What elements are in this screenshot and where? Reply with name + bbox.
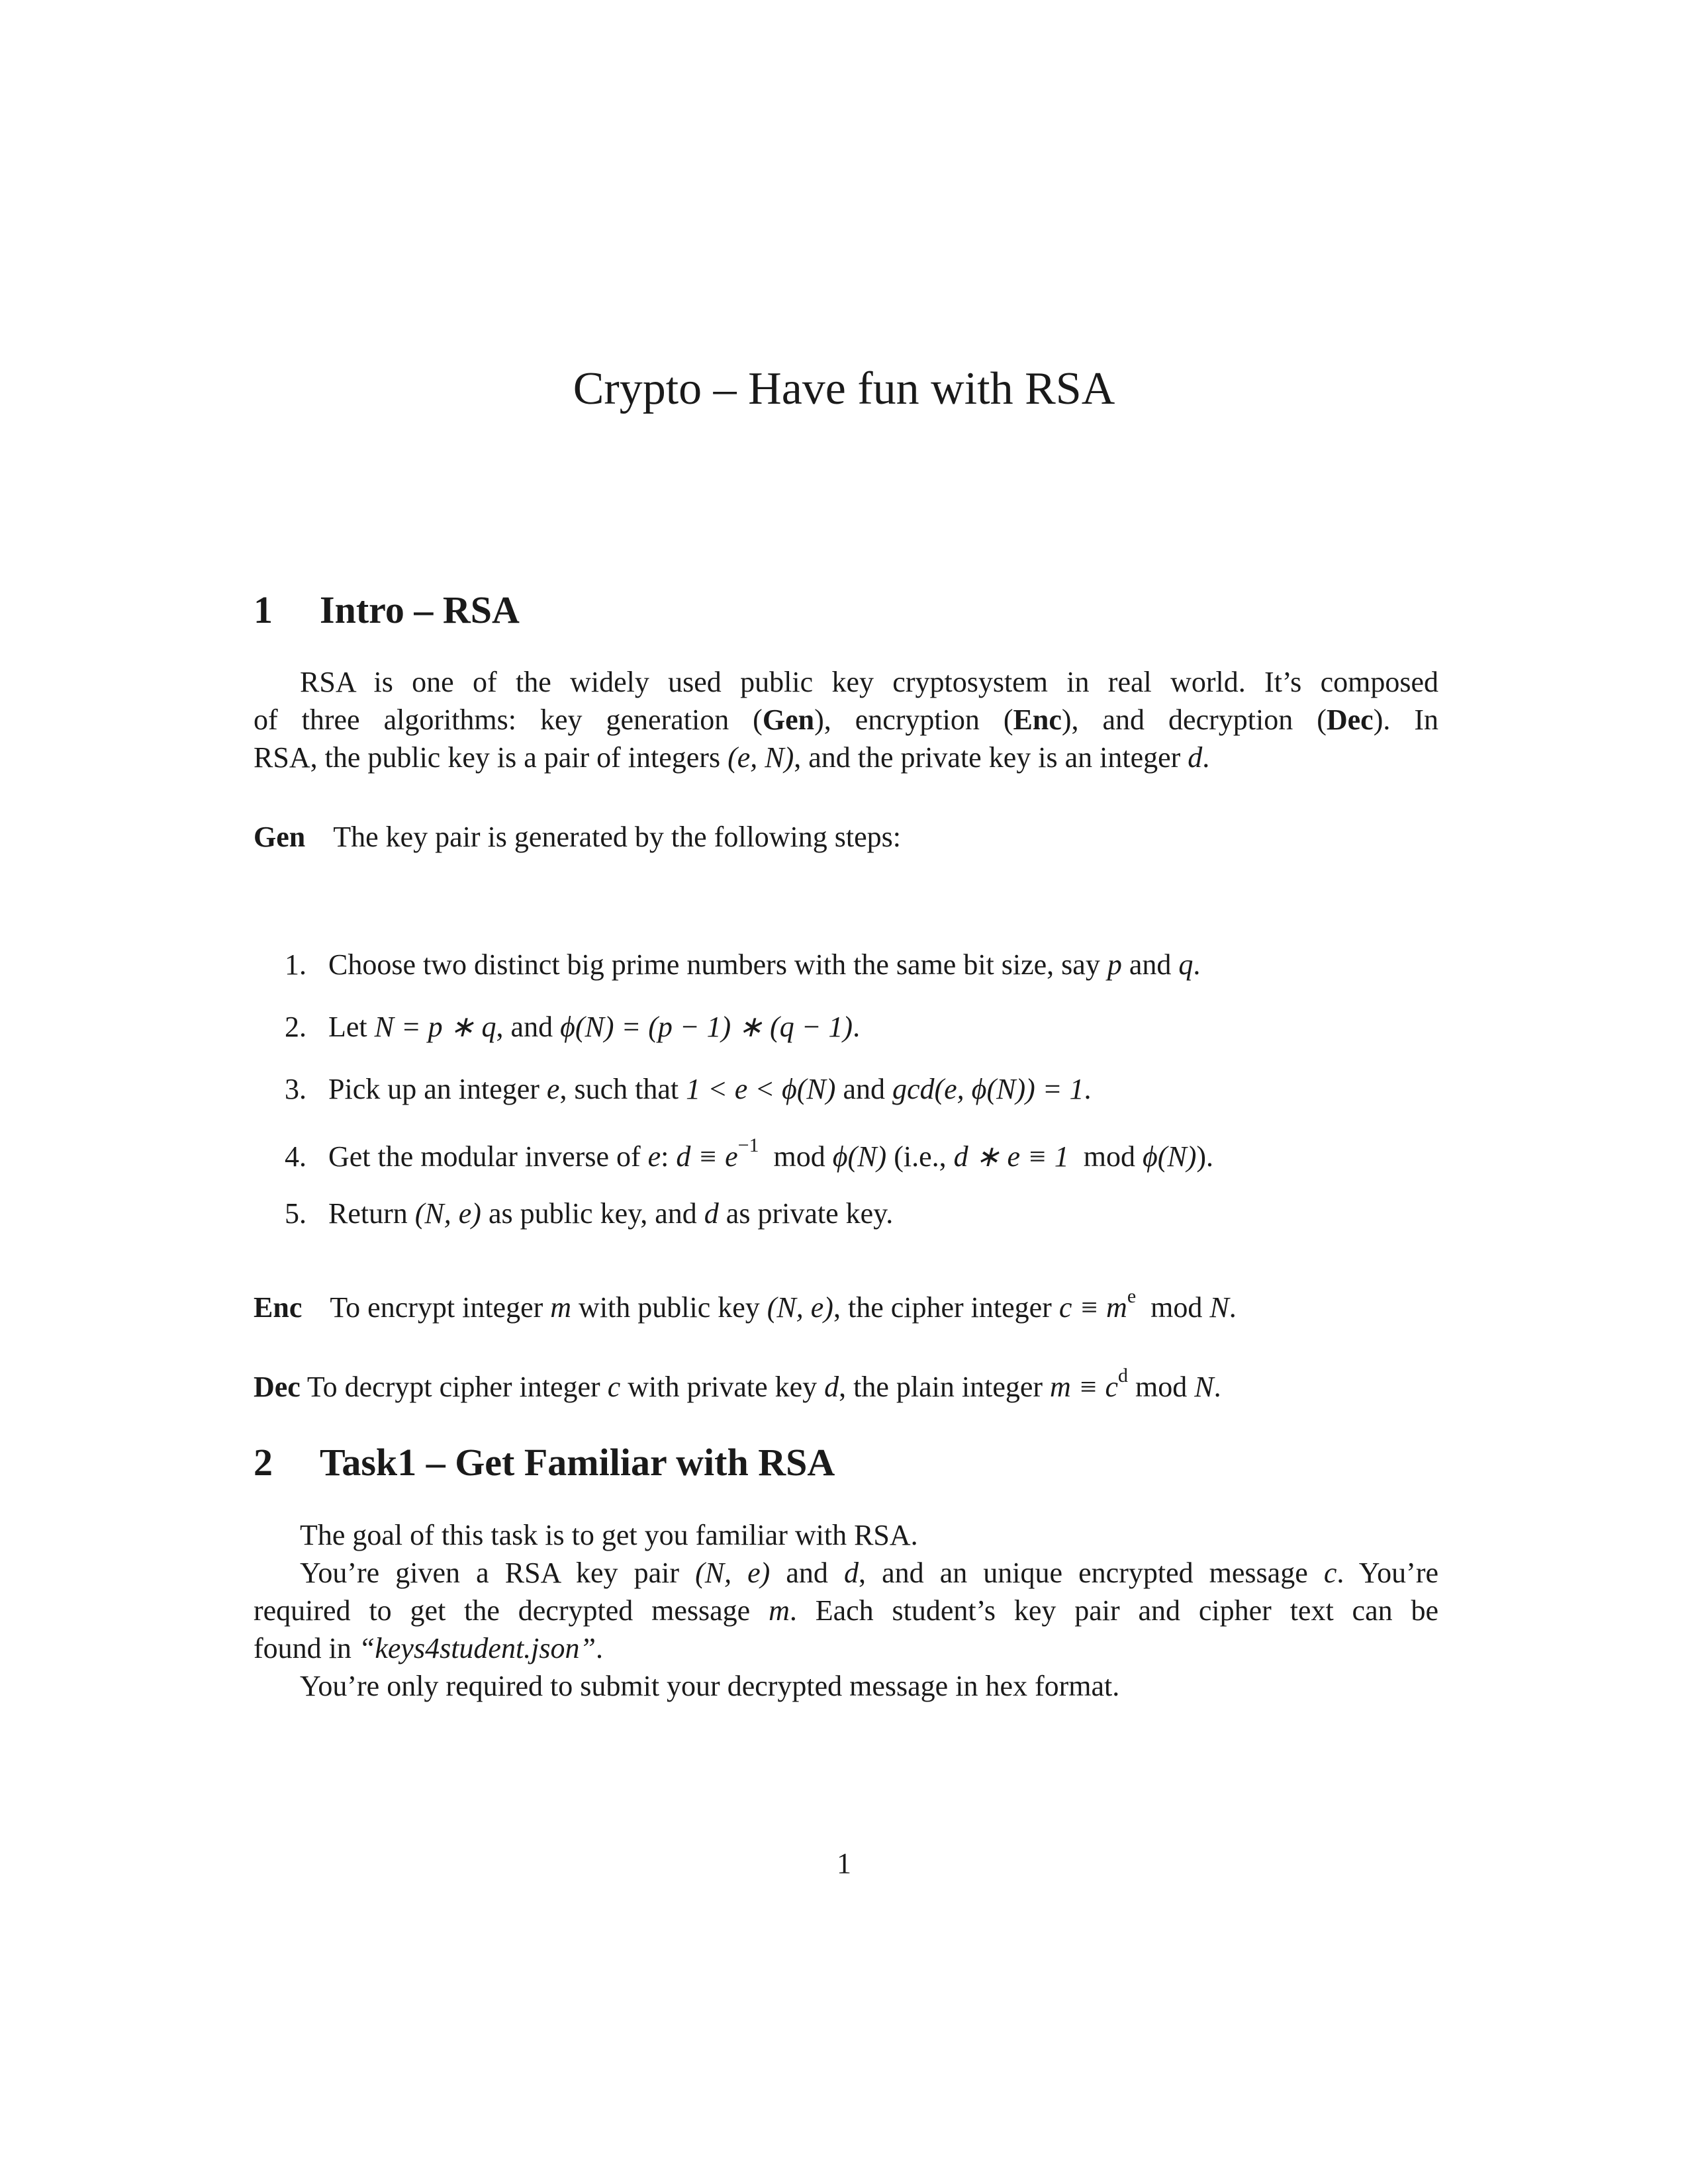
page-number: 1 (837, 1847, 851, 1880)
intro-line-1: RSA is one of the widely used public key cryptosystem in real world. It’s composed (300, 666, 1438, 698)
gen-label: Gen (254, 821, 306, 853)
gen-text: The key pair is generated by the following steps: (333, 821, 901, 853)
dec-term: Dec (1326, 704, 1374, 736)
list-item: 2. Let N = p ∗ q, and ϕ(N) = (p − 1) ∗ (q − 1). (285, 1011, 861, 1043)
task1-line-2: You’re given a RSA key pair (N, e) and d, and an unique encrypted message c. You’re (300, 1557, 1439, 1589)
section-title: Task1 – Get Familiar with RSA (320, 1441, 835, 1484)
enc-paragraph: Enc To encrypt integer m with public key (N, e), the cipher integer $c \equiv m^e$ mod N. (254, 1285, 1237, 1324)
list-item: 3. Pick up an integer e, such that 1 < e < ϕ(N) and gcd(e, ϕ(N)) = 1. (285, 1073, 1092, 1105)
dec-paragraph: Dec To decrypt cipher integer c with private key d, the plain integer $m \equiv c^d$ mod N. (254, 1365, 1221, 1403)
section-number: 2 (254, 1441, 273, 1484)
list-item: 5. Return (N, e) as public key, and d as private key. (285, 1197, 894, 1230)
section-title: Intro – RSA (320, 588, 520, 631)
task1-line-1: The goal of this task is to get you familiar with RSA. (300, 1519, 918, 1551)
intro-paragraph (254, 663, 1438, 776)
dec-label: Dec (254, 1371, 301, 1403)
list-item: 1. Choose two distinct big prime numbers with the same bit size, say p and q. (285, 948, 1201, 981)
gen-term: Gen (762, 704, 815, 736)
filename: “keys4student.json” (358, 1632, 596, 1664)
task1-line-3: required to get the decrypted message m. Each student’s key pair and cipher text can be (254, 1594, 1439, 1627)
enc-term: Enc (1013, 704, 1062, 736)
section-1-heading (254, 588, 520, 632)
section-2-heading (254, 1440, 835, 1484)
list-item: 4. Get the modular inverse of e: $d \equiv e^{-1}$ mod ϕ(N) (i.e., d ∗ e ≡ 1 mod ϕ(N)). (285, 1134, 1214, 1173)
section-number: 1 (254, 588, 273, 631)
task1-line-5: You’re only required to submit your decrypted message in hex format. (300, 1670, 1120, 1702)
intro-line-2: of three algorithms: key generation (Gen), encryption (Enc), and decryption (Dec). In (254, 704, 1438, 736)
enc-label: Enc (254, 1291, 303, 1324)
task1-paragraph (254, 1516, 1438, 1705)
gen-paragraph (254, 818, 1438, 856)
intro-line-3: RSA, the public key is a pair of integers (e, N), and the private key is an integer d. (254, 741, 1210, 774)
task1-line-4: found in “keys4student.json”. (254, 1632, 603, 1664)
document-title: Crypto – Have fun with RSA (573, 363, 1115, 414)
